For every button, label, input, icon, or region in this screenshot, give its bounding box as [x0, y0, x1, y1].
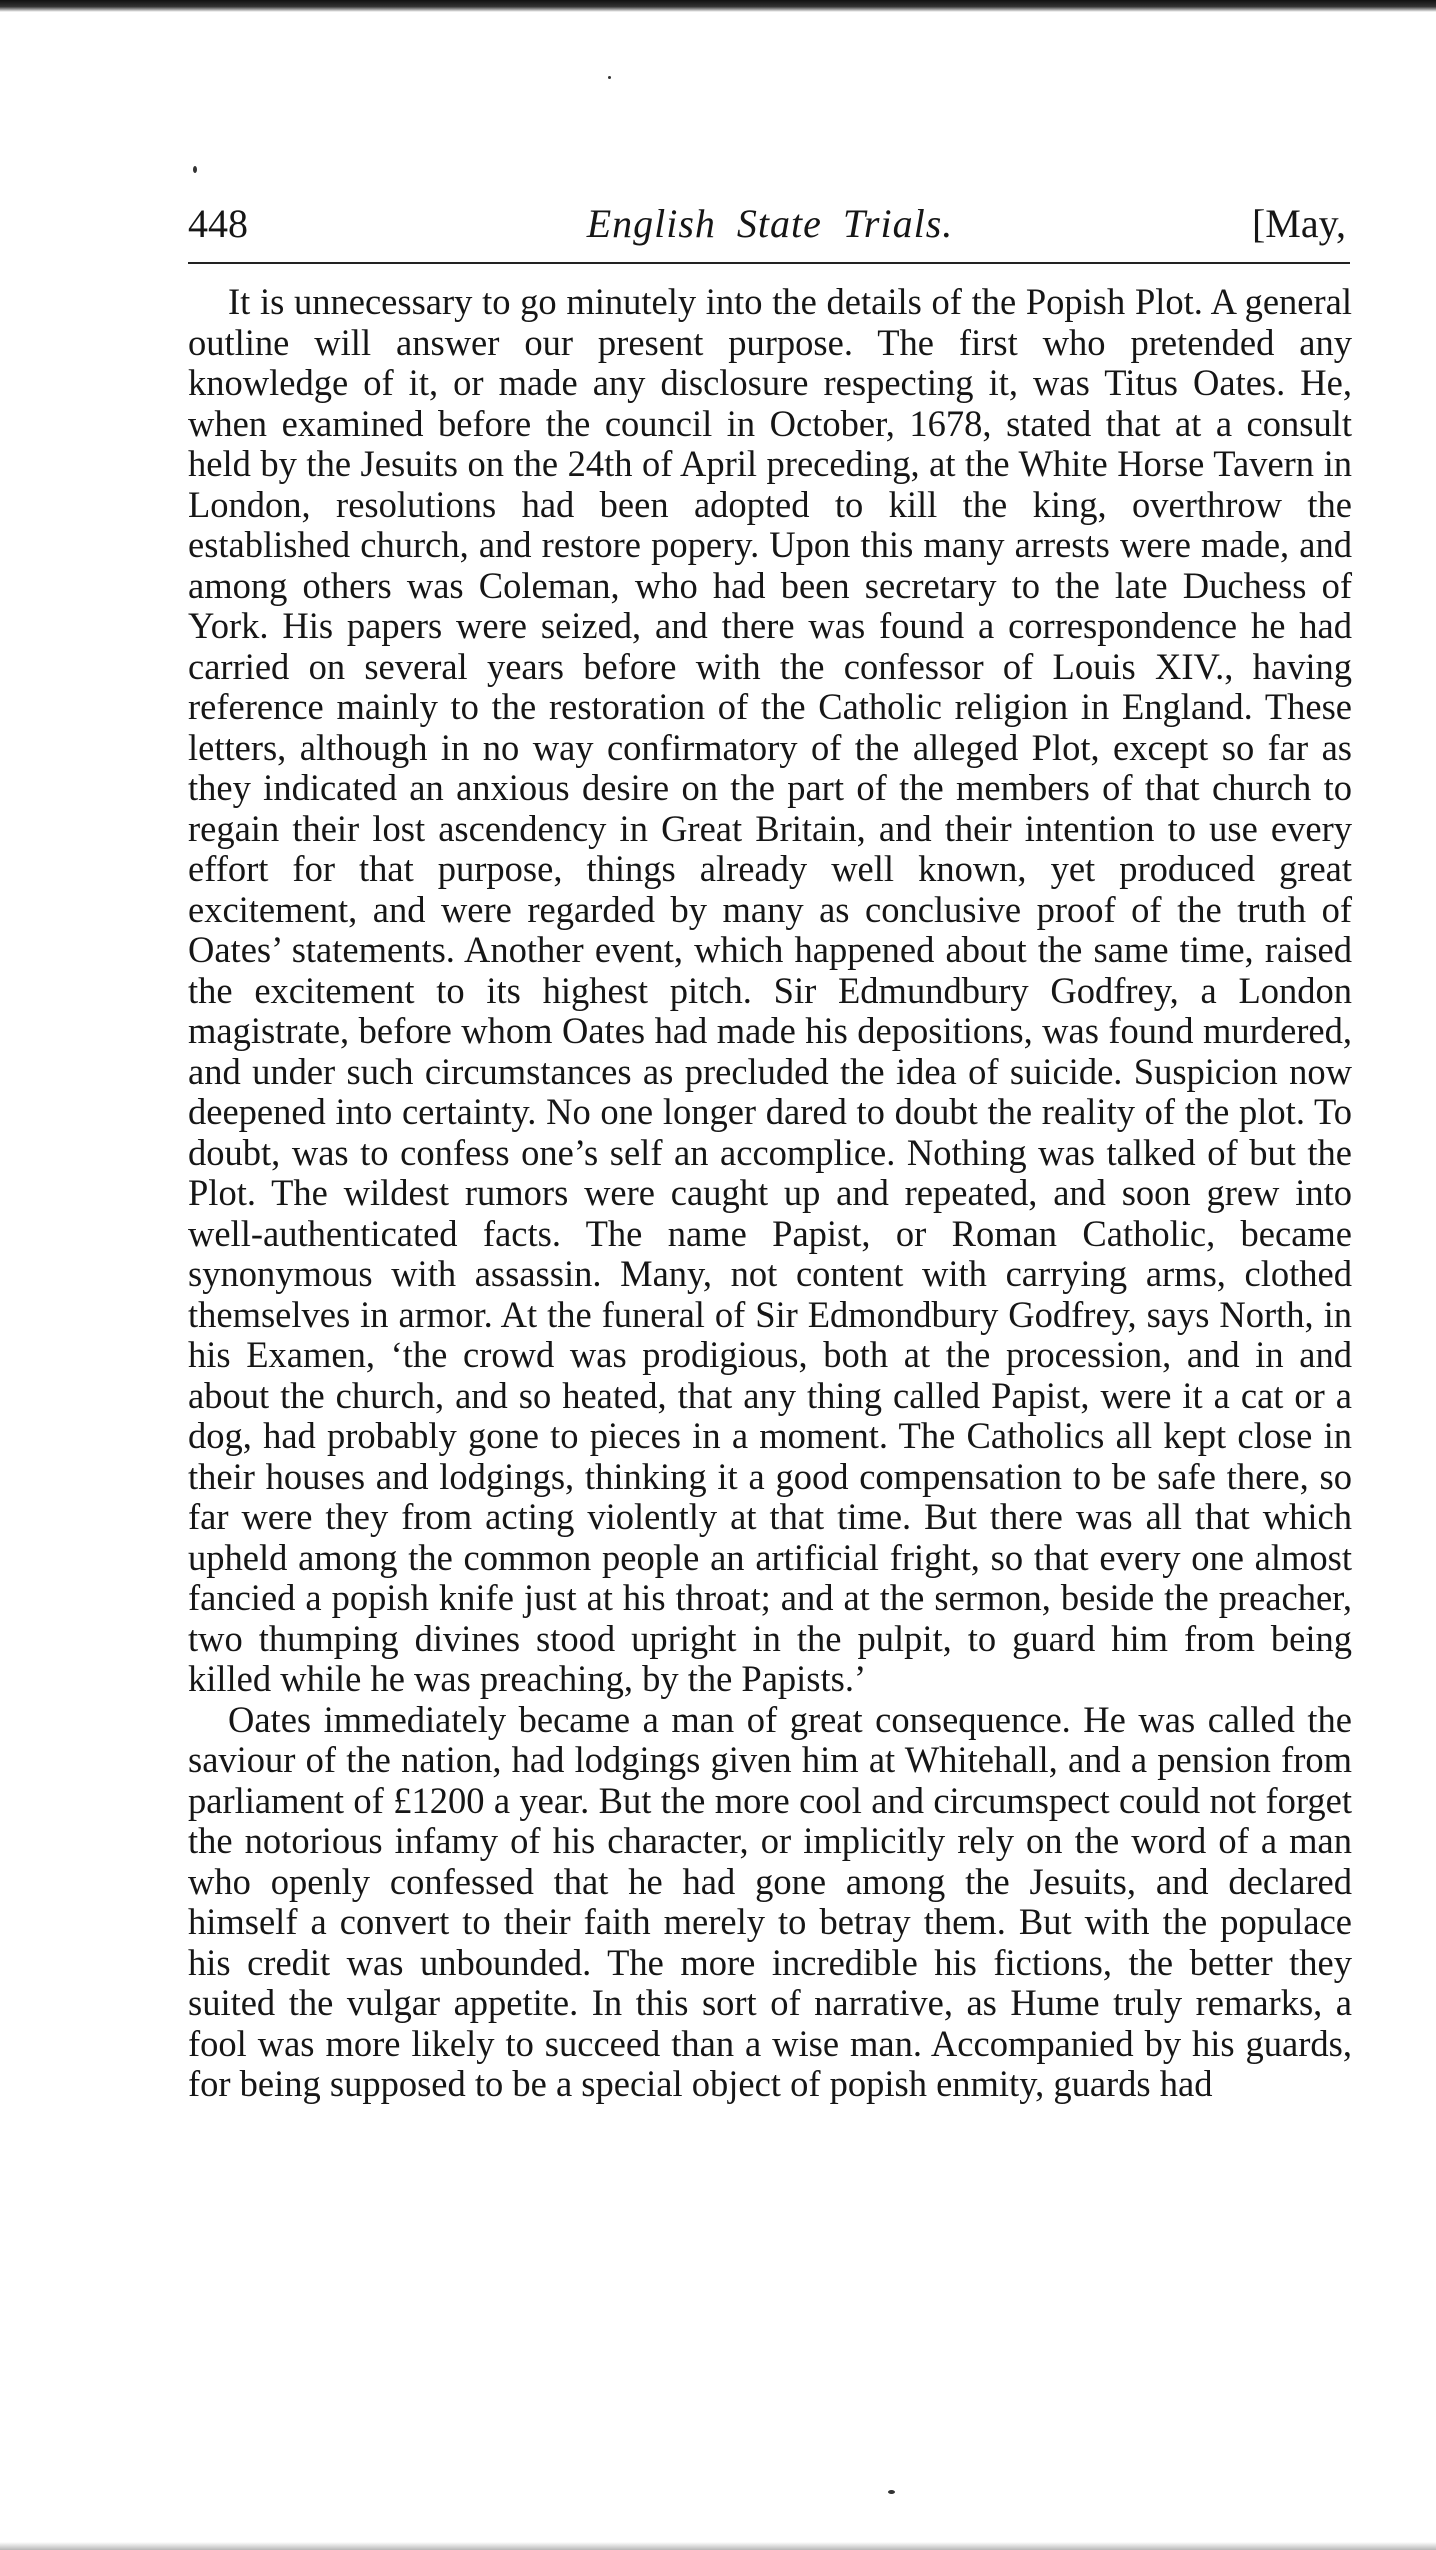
body-text — [188, 282, 1352, 2105]
ink-speck — [193, 166, 197, 173]
paragraph: It is unnecessary to go minutely into the details of the Popish Plot. A general outline will answer our present purpose. The first who pretended any knowledge of it, or made any disclosure respecting it, was Titus Oates. He, when examined before the council in October, 1678, stated that at a consult held by the Jesuits on the 24th of April preceding, at the White Horse Tavern in London, resolutions had been adopted to kill the king, overthrow the established church, and restore popery. Upon this many arrests were made, and among others was Coleman, who had been secretary to the late Duchess of York. His papers were seized, and there was found a correspondence he had carried on several years before with the confessor of Louis XIV., having reference mainly to the restoration of the Catholic religion in England. These letters, although in no way confirmatory of the alleged Plot, except so far as they indicated an anxious desire on the part of the members of that church to regain their lost ascendency in Great Britain, and their intention to use every effort for that purpose, things already well known, yet produced great excitement, and were regarded by many as conclusive proof of the truth of Oates’ statements. Another event, which happened about the same time, raised the excitement to its highest pitch. Sir Edmundbury Godfrey, a London magistrate, before whom Oates had made his depositions, was found murdered, and under such circumstances as precluded the idea of suicide. Suspicion now deepened into certainty. No one longer dared to doubt the reality of the plot. To doubt, was to confess one’s self an accomplice. Nothing was talked of but the Plot. The wildest rumors were caught up and repeated, and soon grew into well-authenticated facts. The name Papist, or Roman Catholic, became synonymous with assassin. Many, not content with carrying arms, clothed themselves in armor. At the funeral of Sir Edmondbury Godfrey, says North, in his Examen, ‘the crowd was prodigious, both at the procession, and in and about the church, and so heated, that any thing called Papist, were it a cat or a dog, had probably gone to pieces in a moment. The Catholics all kept close in their houses and lodgings, thinking it a good compensation to be safe there, so far were they from acting violently at that time. But there was all that which upheld among the common people an artificial fright, so that every one almost fancied a popish knife just at his throat; and at the sermon, beside the preacher, two thumping divines stood upright in the pulpit, to guard him from being killed while he was preaching, by the Papists.’ — [188, 281, 1352, 1699]
page-top-edge-shadow — [0, 0, 1436, 12]
header-rule — [188, 262, 1350, 264]
ink-speck — [608, 76, 611, 79]
ink-speck — [888, 2490, 895, 2494]
page-number: 448 — [188, 201, 248, 246]
paragraph: Oates immediately became a man of great consequence. He was called the saviour of the nation, had lodgings given him at Whitehall, and a pension from parliament of £1200 a year. But the more cool and circumspect could not forget the notorious infamy of his character, or implicitly rely on the word of a man who openly confessed that he had gone among the Jesuits, and declared himself a convert to their faith merely to betray them. But with the populace his credit was unbounded. The more incredible his fictions, the better they suited the vulgar appetite. In this sort of narrative, as Hume truly remarks, a fool was more likely to succeed than a wise man. Accompanied by his guards, for being supposed to be a special object of popish enmity, guards had — [188, 1698, 1352, 2104]
page-header — [188, 190, 1352, 254]
running-month: [May, — [1251, 201, 1346, 246]
running-title: English State Trials. — [586, 201, 954, 246]
page-bottom-edge-shadow — [0, 2542, 1436, 2550]
